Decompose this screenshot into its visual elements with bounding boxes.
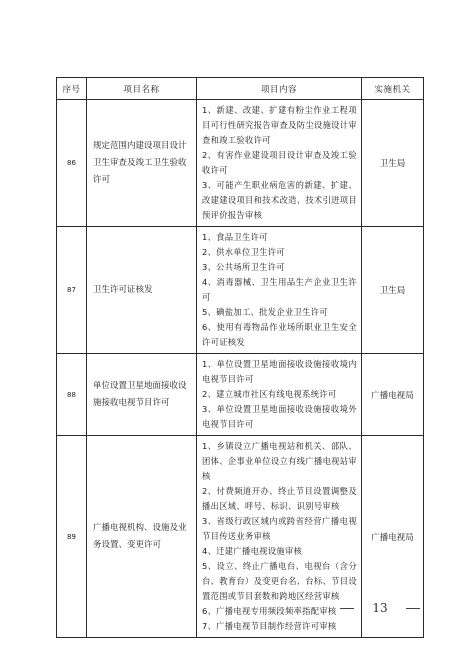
content-line: 6、广播电视专用频段频率指配审核 [202,606,337,616]
content-line: 5、碘盐加工、批发企业卫生许可 [202,307,328,317]
content-line: 2、建立城市社区有线电视系统许可 [202,389,337,399]
content-line: 5、设立、终止广播电台、电视台（含分台、教育台）及变更台名、台标、节目设置范围或节目套数和跨地区经营审核 [202,561,357,601]
content-line: 4、消毒器械、卫生用品生产企业卫生许可 [202,277,357,302]
page-footer [340,598,420,618]
footer-dash-right [406,608,420,609]
content-line: 2、付费频道开办、终止节目设置调整及播出区域、呼号、标识、识别号审核 [202,486,357,511]
row-authority: 广播电视局 [362,354,424,436]
content-line: 3、单位设置卫星地面接收设施接收境外电视节目许可 [202,404,357,429]
row-serial-number: 88 [57,354,87,436]
content-line: 6、使用有毒物品作业场所职业卫生安全许可证核发 [202,322,357,347]
content-line: 1、乡镇设立广播电视站和机关、部队、团体、企事业单位设立有线广播电视站审核 [202,441,357,481]
row-item-name: 单位设置卫星地面接收设施接收电视节目许可 [87,354,197,436]
content-line: 1、新建、改建、扩建有粉尘作业工程项目可行性研究报告审查及防尘设施设计审查和竣工验收许可 [202,105,357,145]
row-item-content [197,227,362,354]
row-authority: 广播电视局 [362,436,424,638]
table-row [57,354,424,436]
row-item-content [197,436,362,638]
table-row [57,227,424,354]
content-line: 4、迁建广播电视设施审核 [202,546,303,556]
row-item-content [197,100,362,227]
table-header-row [57,78,424,100]
content-line: 3、公共场所卫生许可 [202,262,285,272]
row-serial-number: 86 [57,100,87,227]
header-item-name: 项目名称 [87,78,197,100]
permit-items-table [56,77,424,638]
content-line: 2、供水单位卫生许可 [202,247,285,257]
content-line: 7、广播电视节目制作经营许可审核 [202,621,337,631]
header-implementing-authority: 实施机关 [362,78,424,100]
row-item-content [197,354,362,436]
header-item-content: 项目内容 [197,78,362,100]
content-line: 1、单位设置卫星地面接收设施接收境内电视节目许可 [202,359,357,384]
table-row [57,100,424,227]
row-serial-number: 87 [57,227,87,354]
row-serial-number: 89 [57,436,87,638]
row-item-name: 广播电视机构、设施及业务设置、变更许可 [87,436,197,638]
content-line: 3、可能产生职业病危害的新建、扩建、改建建设项目和技术改造、技术引进项目预评价报告审核 [202,180,357,220]
content-line: 3、省级行政区域内或跨省经营广播电视节目传送业务审核 [202,516,357,541]
content-line: 1、食品卫生许可 [202,232,268,242]
header-serial-number: 序号 [57,78,87,100]
row-item-name: 规定范围内建设项目设计卫生审查及竣工卫生验收许可 [87,100,197,227]
footer-dash-left [340,608,354,609]
page-number: 13 [372,601,388,615]
content-line: 2、有害作业建设项目设计审查及竣工验收许可 [202,150,357,175]
row-item-name: 卫生许可证核发 [87,227,197,354]
row-authority: 卫生局 [362,227,424,354]
row-authority: 卫生局 [362,100,424,227]
